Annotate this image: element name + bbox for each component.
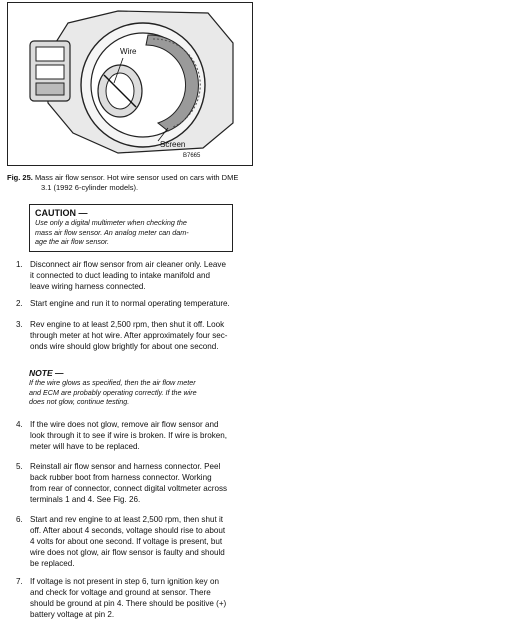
step-line: back rubber boot from harness connector. Working: [30, 473, 212, 482]
caption-line-2: 3.1 (1992 6-cylinder models).: [41, 182, 139, 192]
figure-caption: [7, 173, 257, 192]
wire-label: Wire: [120, 47, 137, 56]
step-number: 5.: [16, 462, 23, 471]
step-5: [16, 461, 236, 505]
step-line: If the wire does not glow, remove air flow sensor and: [30, 420, 219, 429]
caption-number: Fig. 25.: [7, 173, 33, 182]
screen-label: Screen: [160, 140, 186, 149]
step-line: from rear of connector, connect digital voltmeter across: [30, 484, 228, 493]
note-line: If the wire glows as specified, then the air flow meter: [29, 378, 196, 387]
step-6: [16, 514, 236, 569]
caution-line: Use only a digital multimeter when checking the: [35, 218, 187, 227]
step-line: look through it to see if wire is broken. If wire is broken,: [30, 431, 228, 440]
figure-id: B7665: [183, 153, 201, 159]
step-line: Disconnect air flow sensor from air cleaner only. Leave: [30, 260, 226, 269]
step-7: [16, 576, 236, 620]
step-line: Start and rev engine to at least 2,500 rpm, then shut it: [30, 515, 224, 524]
step-line: battery voltage at pin 2.: [30, 610, 115, 619]
step-number: 3.: [16, 320, 23, 329]
step-number: 2.: [16, 299, 23, 308]
step-line: wire does not glow, air flow sensor is faulty and should: [30, 548, 225, 557]
step-number: 6.: [16, 515, 23, 524]
step-line: off. After about 4 seconds, voltage should rise to about: [30, 526, 226, 535]
step-number: 4.: [16, 420, 23, 429]
note-line: and ECM are probably operating correctly. If the wire: [29, 387, 197, 397]
step-line: meter will have to be replaced.: [30, 442, 140, 451]
step-4: [16, 419, 236, 452]
step-line: terminals 1 and 4. See Fig. 26.: [30, 495, 141, 504]
caution-line: mass air flow sensor. An analog meter can dam-: [35, 227, 189, 237]
step-number: 7.: [16, 577, 23, 586]
caution-title: CAUTION —: [35, 208, 88, 218]
note-block: [29, 368, 239, 407]
step-line: If voltage is not present in step 6, turn ignition key on: [30, 577, 219, 586]
step-line: Rev engine to at least 2,500 rpm, then shut it off. Look: [30, 320, 225, 329]
step-line: it connected to duct leading to intake manifold and: [30, 271, 210, 280]
step-line: be replaced.: [30, 559, 75, 568]
step-line: Start engine and run it to normal operating temperature.: [30, 299, 230, 308]
caution-box: [29, 204, 233, 252]
step-line: 4 volts for about one second. If voltage is present, but: [30, 537, 223, 546]
step-line: and check for voltage and ground at sensor. There: [30, 588, 211, 597]
caution-line: age the air flow sensor.: [35, 237, 110, 246]
step-line: onds wire should glow brightly for about one second.: [30, 342, 219, 351]
caption-line-1: Mass air flow sensor. Hot wire sensor used on cars with DME: [34, 173, 239, 182]
note-title: NOTE —: [29, 368, 64, 378]
air-flow-sensor-drawing: [8, 3, 254, 167]
note-line: does not glow, continue testing.: [29, 397, 130, 406]
step-2: [16, 298, 236, 309]
step-line: through meter at hot wire. After approximately four sec-: [30, 331, 228, 340]
step-line: Reinstall air flow sensor and harness connector. Peel: [30, 462, 221, 471]
step-line: leave wiring harness connected.: [30, 282, 146, 291]
step-1: [16, 259, 236, 292]
step-line: should be ground at pin 4. There should be positive (+): [30, 599, 227, 608]
step-number: 1.: [16, 260, 23, 269]
step-3: [16, 319, 236, 352]
figure-illustration: [7, 2, 253, 166]
